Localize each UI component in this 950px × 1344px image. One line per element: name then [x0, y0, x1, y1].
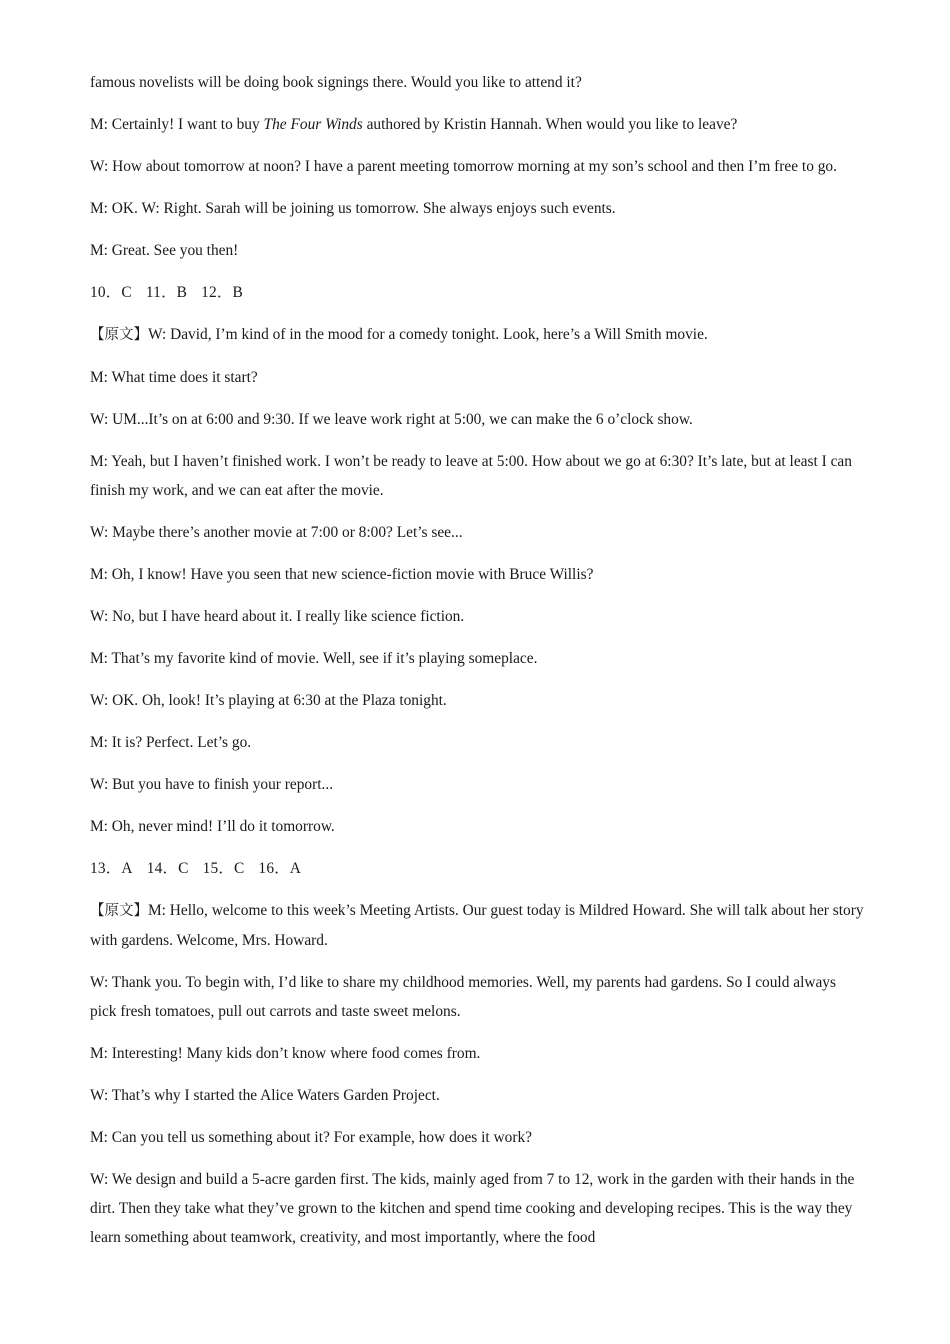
paragraph: famous novelists will be doing book signings there. Would you like to attend it? [90, 74, 582, 91]
paragraph: W: But you have to finish your report... [90, 776, 334, 793]
book-title: The Four Winds [263, 116, 363, 133]
transcript-label: 【原文】 [90, 903, 148, 919]
text-run: M: Certainly! I want to buy [90, 116, 264, 133]
answer-item: 10．C [90, 284, 132, 301]
answer-key [90, 278, 865, 307]
paragraph: W: How about tomorrow at noon? I have a parent meeting tomorrow morning at my son’s school and then I’m free to go. [90, 158, 837, 175]
paragraph: W: No, but I have heard about it. I really like science fiction. [90, 608, 465, 625]
text-run: authored by Kristin Hannah. When would you like to leave? [362, 116, 738, 133]
transcript-label: 【原文】 [90, 327, 148, 343]
document-page [90, 68, 865, 1265]
paragraph: W: We design and build a 5-acre garden first. The kids, mainly aged from 7 to 12, work in the garden with their hands in the dirt. Then they take what they’ve grown to the kitchen and spend time cooking and developing recipes. This is the way they learn something about teamwork, creativity, and most importantly, where the food [90, 1171, 855, 1246]
paragraph [90, 896, 865, 955]
answer-item: 11．B [145, 284, 188, 301]
answer-item: 12．B [201, 284, 243, 301]
paragraph: M: Oh, I know! Have you seen that new science-fiction movie with Bruce Willis? [90, 566, 594, 583]
paragraph: M: Yeah, but I haven’t finished work. I won’t be ready to leave at 5:00. How about we go at 6:30? It’s late, but at least I can finish my work, and we can eat after the movie. [90, 453, 852, 499]
paragraph [90, 110, 865, 139]
text-run: M: Hello, welcome to this week’s Meeting Artists. Our guest today is Mildred Howard. She will talk about her story with gardens. Welcome, Mrs. Howard. [90, 902, 864, 949]
answer-item: 15．C [202, 860, 245, 877]
paragraph: M: It is? Perfect. Let’s go. [90, 734, 252, 751]
paragraph: W: UM...It’s on at 6:00 and 9:30. If we leave work right at 5:00, we can make the 6 o’clock show. [90, 411, 693, 428]
paragraph: M: Interesting! Many kids don’t know where food comes from. [90, 1045, 481, 1062]
paragraph: W: Maybe there’s another movie at 7:00 or 8:00? Let’s see... [90, 524, 463, 541]
text-run: W: David, I’m kind of in the mood for a comedy tonight. Look, here’s a Will Smith movie. [148, 326, 708, 343]
paragraph: M: That’s my favorite kind of movie. Well, see if it’s playing someplace. [90, 650, 538, 667]
answer-key [90, 854, 865, 883]
paragraph: M: OK. W: Right. Sarah will be joining us tomorrow. She always enjoys such events. [90, 200, 616, 217]
answer-item: 13．A [90, 860, 133, 877]
paragraph: M: Great. See you then! [90, 242, 239, 259]
answer-item: 16．A [258, 860, 302, 877]
paragraph [90, 320, 865, 350]
paragraph: M: What time does it start? [90, 369, 258, 386]
answer-item: 14．C [146, 860, 189, 877]
paragraph: W: OK. Oh, look! It’s playing at 6:30 at the Plaza tonight. [90, 692, 447, 709]
paragraph: W: That’s why I started the Alice Waters Garden Project. [90, 1087, 440, 1104]
paragraph: M: Oh, never mind! I’ll do it tomorrow. [90, 818, 335, 835]
paragraph: M: Can you tell us something about it? For example, how does it work? [90, 1129, 532, 1146]
paragraph: W: Thank you. To begin with, I’d like to share my childhood memories. Well, my parents had gardens. So I could always pick fresh tomatoes, pull out carrots and taste sweet melons. [90, 974, 836, 1020]
